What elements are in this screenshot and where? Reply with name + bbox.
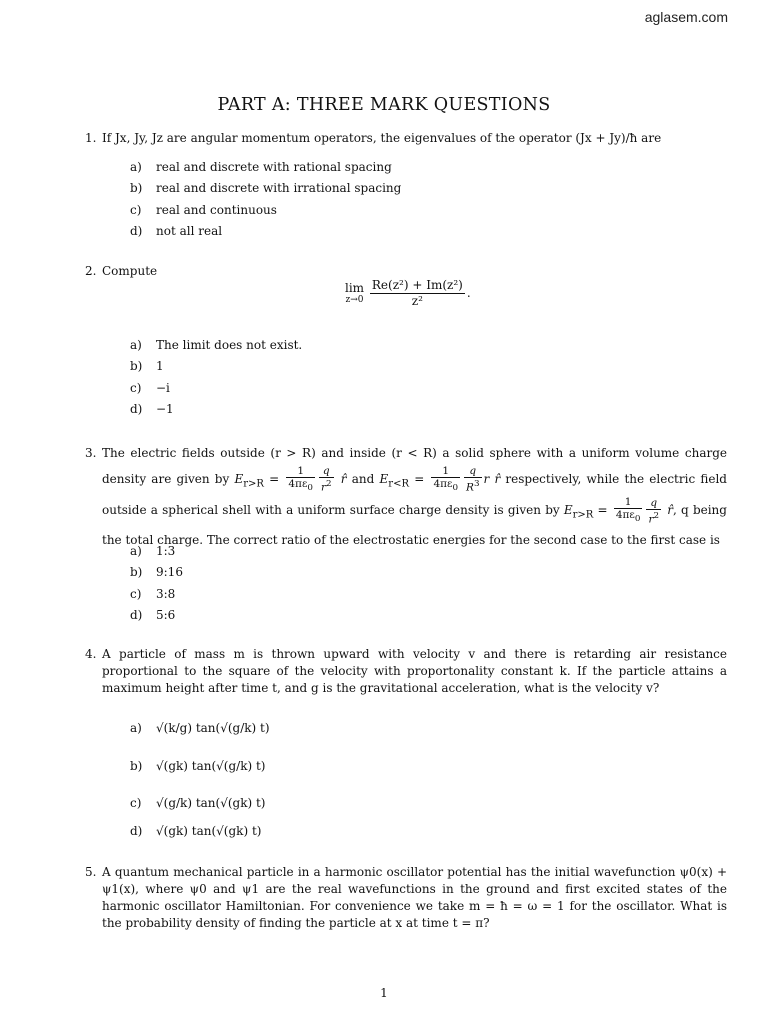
question-5 — [85, 864, 727, 932]
question-3 — [85, 441, 727, 552]
page-number: 1 — [380, 986, 388, 1000]
option: c) real and continuous — [130, 203, 277, 217]
question-text: A particle of mass m is thrown upward with velocity v and there is retarding air resistance proportional to the square of the velocity with proportonality constant k. If the particle attains a maximum height after time t, and g is the gravitational acceleration, what is the velocity v? — [102, 647, 727, 695]
question-text: If Jx, Jy, Jz are angular momentum operators, the eigenvalues of the operator (Jx + Jy)/ħ are — [102, 131, 662, 145]
option: b) 1 — [130, 359, 164, 373]
option: c) 3:8 — [130, 587, 176, 601]
option-formula: √(gk) tan(√(gk) t) — [156, 824, 262, 838]
option: c) √(g/k) tan(√(gk) t) — [130, 796, 266, 810]
option: d) 5:6 — [130, 608, 176, 622]
question-number: 2. — [85, 264, 97, 278]
option: d) not all real — [130, 224, 223, 238]
option: b) √(gk) tan(√(g/k) t) — [130, 759, 266, 773]
limit-formula: lim z→0 $\frac{\text{Re(z²) + Im(z²)}}{\text{z²}}$ . — [345, 278, 471, 308]
option: a) 1:3 — [130, 544, 176, 558]
option-formula: √(g/k) tan(√(gk) t) — [156, 796, 266, 810]
option: a) The limit does not exist. — [130, 338, 303, 352]
option: b) real and discrete with irrational spacing — [130, 181, 402, 195]
question-4 — [85, 646, 727, 697]
option: c) −i — [130, 381, 170, 395]
option: b) 9:16 — [130, 565, 183, 579]
section-title: PART A: THREE MARK QUESTIONS — [217, 95, 551, 115]
question-text: A quantum mechanical particle in a harmonic oscillator potential has the initial wavefunction ψ0(x) + ψ1(x), where ψ0 and ψ1 are the real wavefunctions in the ground and first excited states of the harmonic oscillator Hamiltonian. For convenience we take m = ħ = ω = 1 for the oscillator. What is the probability density of finding the particle at x at time t = π? — [102, 865, 727, 930]
site-watermark: aglasem.com — [644, 9, 728, 25]
question-number: 1. — [85, 131, 97, 145]
question-text: Compute — [102, 264, 158, 278]
option: d) −1 — [130, 402, 174, 416]
option-formula: √(k/g) tan(√(g/k) t) — [156, 721, 270, 735]
question-text: The electric fields outside (r > R) and inside (r < R) a solid sphere with a uniform volume charge density are given by $E_{r>R}$ = $\frac{1}{4\pi\varepsilon_0}$ $\frac{q}{r^2}$ r̂ and $E_{r<R}$ = $\frac{1}{4\pi\varepsilon_0}$ $\frac{q}{R^3}$ r r̂ respectively, while the electric field outside a spherical shell with a uniform surface charge density is given by $E_{r>R}$ = $\frac{1}{4\pi\varepsilon_0}$ $\frac{q}{r^2}$ r̂, q being the total charge. The correct ratio of the electrostatic energies for the second case to the first case is — [102, 446, 727, 547]
option: a) √(k/g) tan(√(g/k) t) — [130, 721, 270, 735]
question-number: 4. — [85, 647, 97, 661]
question-number: 5. — [85, 865, 97, 879]
option-formula: √(gk) tan(√(g/k) t) — [156, 759, 266, 773]
question-1 — [85, 130, 727, 147]
option: a) real and discrete with rational spacing — [130, 160, 392, 174]
question-number: 3. — [85, 446, 97, 460]
option: d) √(gk) tan(√(gk) t) — [130, 824, 262, 838]
